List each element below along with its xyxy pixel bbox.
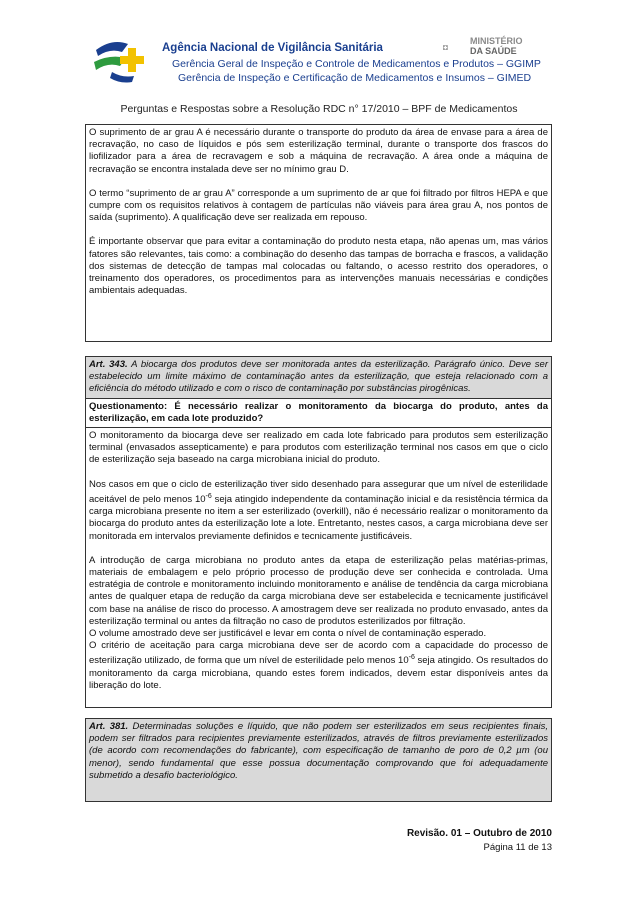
paragraph: É importante observar que para evitar a contaminação do produto nesta etapa, não apenas um, mas vários fatores são relevantes, tais como: a combinação do desenho das tampas de borracha e frascos, a validação dos sistemas de detecção de tampas mal colocadas ou faltando, o acesso restrito dos operadores, o treinamento dos operadores, os procedimentos para as intervenções manuais necessárias e condições ambientais adequadas.	[89, 236, 548, 297]
document-header	[0, 0, 638, 100]
paragraph: O termo “suprimento de ar grau A” corresponde a um suprimento de ar que foi filtrado por filtros HEPA e que cumpre com os requisitos relativos à contagem de partículas não viáveis para área grau A, nos pontos de saída (suprimento). A qualificação deve ser realizada em repouso.	[89, 187, 548, 224]
paragraph: Nos casos em que o ciclo de esterilização tiver sido desenhado para assegurar que um nível de esterilidade aceitável de pelo menos $10^{-6}$ seja atingido independente da contaminação inicial e da resistência térmica da carga microbiana presente no item a ser esterilizado (overkill), não é necessário realizar o monitoramento da biocarga do produto antes da esterilização lote a lote. Entretanto, nestes casos, a carga microbiana deve ser monitorada em intervalos previamente definidos e tecnicamente justificáveis.	[89, 478, 548, 542]
article-381-block	[85, 718, 552, 802]
paragraph: O monitoramento da biocarga deve ser realizado em cada lote fabricado para produtos sem esterilização terminal (envasados assepticamente) e para produtos com esterilização terminal nos casos em que o ciclo de esterilização seja baseado na carga microbiana inicial do produto.	[89, 430, 548, 466]
ministry-logo-icon	[443, 36, 467, 60]
paragraph: A introdução de carga microbiana no produto antes da etapa de esterilização pelas matérias-primas, materiais de embalagem e pelo próprio processo de produção deve ser conhecida e controlada. Uma estratégia de controle e monitoramento incluindo monitoramento e análise de tendência da carga microbiana antes de qualquer etapa de redução da carga microbiana deve ser estabelecida e tecnicamente justificável com base na análise de risco do processo. A amostragem deve ser realizada no produto envasado, antes da esterilização terminal ou antes da filtração no caso de produtos esterilizados por filtração.	[89, 554, 548, 627]
revision-label: Revisão. 01 – Outubro de 2010	[406, 828, 552, 839]
ministry-name: MINISTÉRIO DA SAÚDE	[470, 36, 523, 56]
agency-name: Agência Nacional de Vigilância Sanitária	[162, 42, 383, 54]
page-number: Página 11 de 13	[483, 842, 552, 853]
article-text: Art. 343. A biocarga dos produtos deve ser monitorada antes da esterilização. Parágrafo único. Deve ser estabelecido um limite máximo de contaminação antes da esterilização, que esteja relacionado com a eficiência do método utilizado e com o risco de contaminação por substâncias pirogênicas.	[86, 357, 551, 398]
article-343-block	[85, 356, 552, 708]
answer-block-1	[85, 124, 552, 342]
department-line-2: Gerência de Inspeção e Certificação de Medicamentos e Insumos – GIMED	[178, 72, 532, 84]
answer-text	[86, 427, 551, 694]
paragraph: O critério de aceitação para carga microbiana deve ser de acordo com a capacidade do processo de esterilização utilizado, de forma que um nível de esterilidade pelo menos $10^{-6}$ seja atingido. Os resultados do monitoramento da carga microbiana, quando estes forem indicados, devem estar disponíveis antes da liberação do lote.	[89, 640, 548, 691]
article-text: Art. 381. Determinadas soluções e líquido, que não podem ser esterilizados em seus recipientes finais, podem ser filtrados para recipientes previamente esterilizados, através de filtros previamente esterilizados (de acordo com recomendações do fabricante), com especificação de tamanho de poro de 0,2 µm (ou menor), sendo fundamental que esse possua documentação comprovando que foi adequadamente submetido a desafio bacteriológico.	[86, 719, 551, 801]
anvisa-logo-icon	[92, 28, 150, 86]
department-line-1: Gerência Geral de Inspeção e Controle de Medicamentos e Produtos – GGIMP	[172, 58, 541, 70]
document-subtitle: Perguntas e Respostas sobre a Resolução RDC n° 17/2010 – BPF de Medicamentos	[120, 103, 518, 115]
paragraph: O volume amostrado deve ser justificável e levar em conta o nível de contaminação esperado.	[89, 628, 487, 640]
question-text: Questionamento: É necessário realizar o monitoramento da biocarga do produto, antes da esterilização, em cada lote produzido?	[86, 398, 551, 427]
paragraph: O suprimento de ar grau A é necessário durante o transporte do produto da área de envase para a área de recravação, no caso de líquidos e pós sem esterilização terminal, durante o transporte dos frascos do liofilizador para a área de recravagem e sob a máquina de recravação. A área onde a máquina de recravação se encontra instalada deve ser no mínimo grau D.	[89, 127, 548, 175]
